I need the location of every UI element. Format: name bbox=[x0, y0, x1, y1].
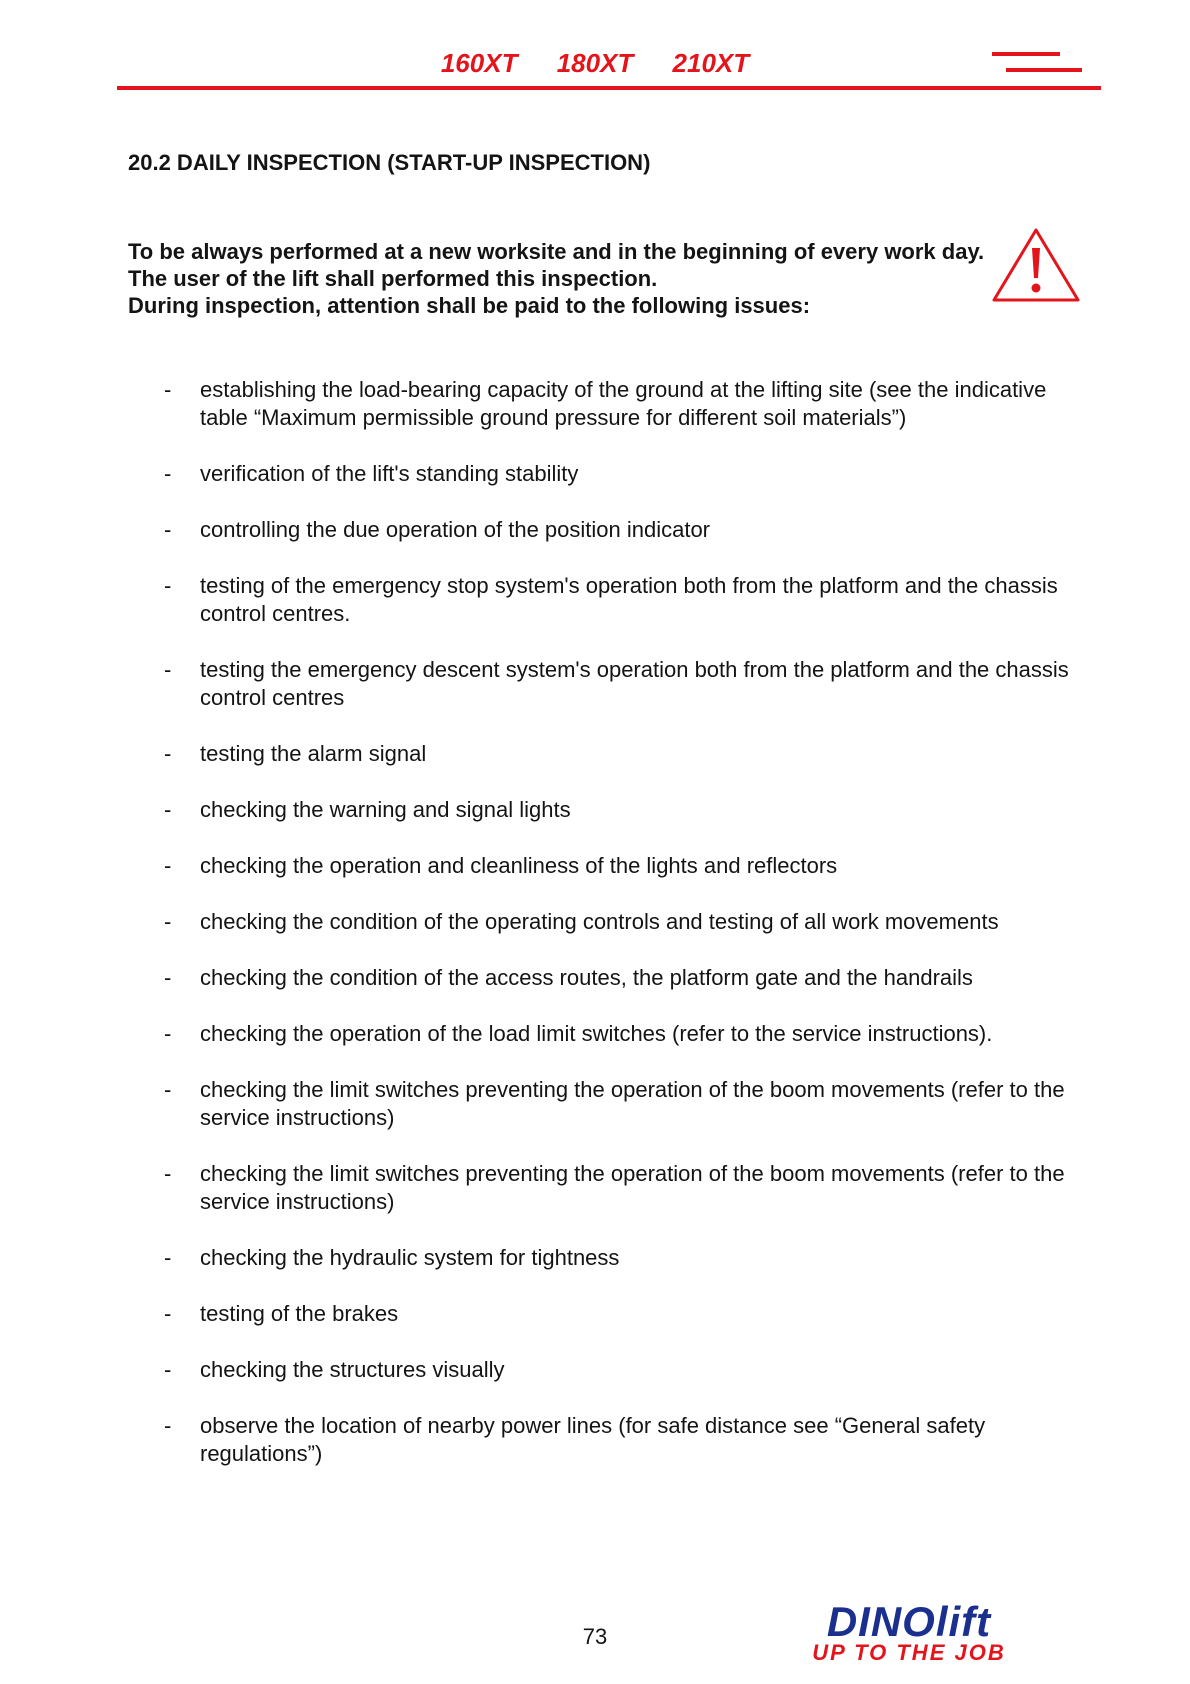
list-item-text: controlling the due operation of the position indicator bbox=[200, 517, 711, 542]
list-bullet: - bbox=[164, 1021, 172, 1046]
list-item-text: checking the operation of the load limit switches (refer to the service instructions). bbox=[200, 1021, 993, 1046]
list-item bbox=[128, 852, 1088, 880]
list-item-text: observe the location of nearby power lines (for safe distance see “General safety regulations”) bbox=[200, 1413, 986, 1466]
model-label: 210XT bbox=[672, 48, 750, 78]
list-item-text: testing of the brakes bbox=[200, 1301, 399, 1326]
list-item-text: checking the limit switches preventing the operation of the boom movements (refer to the service instructions) bbox=[200, 1161, 1065, 1214]
list-item bbox=[128, 1412, 1088, 1468]
model-label: 160XT bbox=[440, 48, 518, 78]
intro-notice bbox=[128, 238, 988, 319]
list-item bbox=[128, 572, 1088, 628]
list-bullet: - bbox=[164, 573, 172, 598]
list-item-text: checking the structures visually bbox=[200, 1357, 505, 1382]
model-label: 180XT bbox=[556, 48, 634, 78]
list-bullet: - bbox=[164, 657, 172, 682]
list-bullet: - bbox=[164, 1301, 172, 1326]
list-bullet: - bbox=[164, 797, 172, 822]
list-bullet: - bbox=[164, 517, 172, 542]
list-item bbox=[128, 1300, 1088, 1328]
warning-triangle-icon bbox=[990, 226, 1082, 304]
list-bullet: - bbox=[164, 965, 172, 990]
list-item bbox=[128, 740, 1088, 768]
list-bullet: - bbox=[164, 461, 172, 486]
list-item-text: testing the emergency descent system's operation both from the platform and the chassis control centres bbox=[200, 657, 1069, 710]
list-item-text: checking the operation and cleanliness of the lights and reflectors bbox=[200, 853, 838, 878]
list-bullet: - bbox=[164, 741, 172, 766]
list-bullet: - bbox=[164, 1077, 172, 1102]
intro-line: To be always performed at a new worksite and in the beginning of every work day. bbox=[128, 239, 985, 264]
intro-line: During inspection, attention shall be paid to the following issues: bbox=[128, 293, 811, 318]
list-item bbox=[128, 376, 1088, 432]
list-item-text: establishing the load-bearing capacity of the ground at the lifting site (see the indicative table “Maximum permissible ground pressure for different soil materials”) bbox=[200, 377, 1047, 430]
list-item-text: verification of the lift's standing stability bbox=[200, 461, 579, 486]
page-number: 73 bbox=[582, 1624, 608, 1649]
dinolift-logo bbox=[804, 1598, 1014, 1670]
list-item bbox=[128, 1020, 1088, 1048]
inspection-checklist bbox=[128, 376, 1088, 1496]
list-item bbox=[128, 656, 1088, 712]
list-bullet: - bbox=[164, 853, 172, 878]
list-bullet: - bbox=[164, 377, 172, 402]
list-item bbox=[128, 1356, 1088, 1384]
list-bullet: - bbox=[164, 1245, 172, 1270]
list-item-text: checking the warning and signal lights bbox=[200, 797, 571, 822]
list-item-text: testing of the emergency stop system's operation both from the platform and the chassis control centres. bbox=[200, 573, 1058, 626]
logo-wordmark: DINOlift bbox=[826, 1598, 992, 1645]
list-item-text: checking the condition of the operating controls and testing of all work movements bbox=[200, 909, 999, 934]
logo-tagline: UP TO THE JOB bbox=[812, 1640, 1006, 1665]
header-corner-mark bbox=[992, 52, 1082, 76]
intro-line: The user of the lift shall performed this inspection. bbox=[128, 266, 658, 291]
list-bullet: - bbox=[164, 1413, 172, 1438]
list-item bbox=[128, 516, 1088, 544]
list-item bbox=[128, 460, 1088, 488]
list-item-text: checking the limit switches preventing the operation of the boom movements (refer to the service instructions) bbox=[200, 1077, 1065, 1130]
header-divider bbox=[117, 86, 1101, 90]
list-item-text: checking the hydraulic system for tightness bbox=[200, 1245, 620, 1270]
list-item bbox=[128, 796, 1088, 824]
list-item bbox=[128, 908, 1088, 936]
list-item bbox=[128, 1244, 1088, 1272]
list-bullet: - bbox=[164, 1161, 172, 1186]
list-item-text: testing the alarm signal bbox=[200, 741, 427, 766]
list-item-text: checking the condition of the access routes, the platform gate and the handrails bbox=[200, 965, 973, 990]
section-title: 20.2 DAILY INSPECTION (START-UP INSPECTION) bbox=[128, 150, 651, 175]
list-bullet: - bbox=[164, 909, 172, 934]
list-bullet: - bbox=[164, 1357, 172, 1382]
list-item bbox=[128, 964, 1088, 992]
list-item bbox=[128, 1076, 1088, 1132]
list-item bbox=[128, 1160, 1088, 1216]
